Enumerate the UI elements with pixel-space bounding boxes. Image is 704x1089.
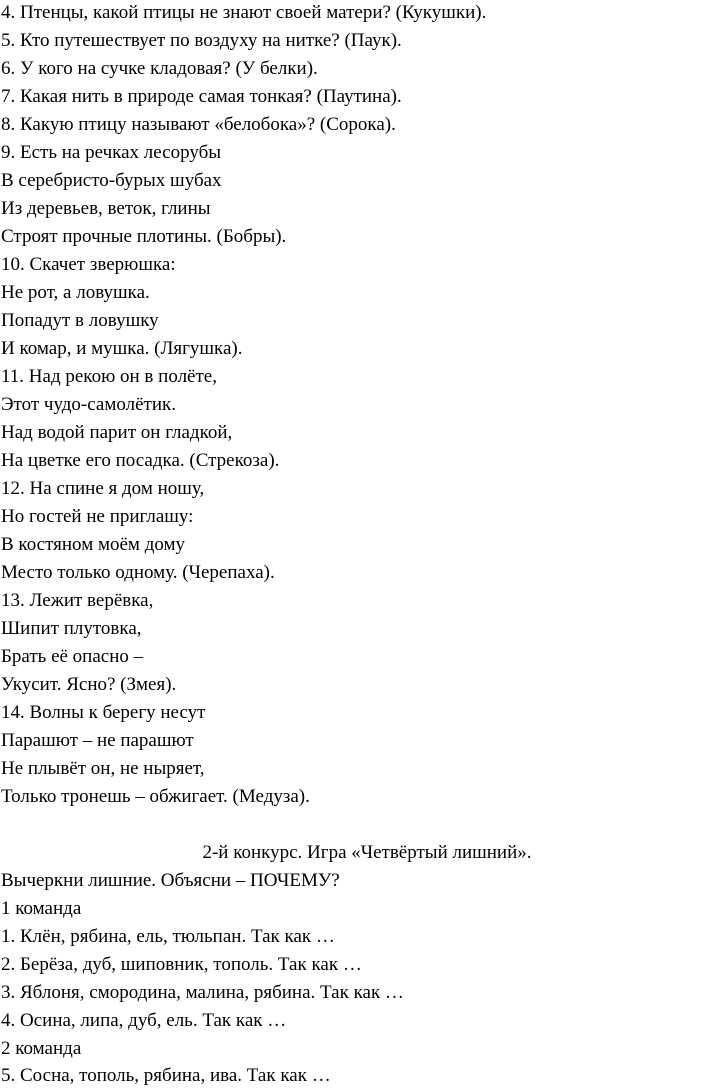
riddle-10-line-4: И комар, и мушка. (Лягушка). [1, 338, 243, 359]
riddle-9-line-3: Из деревьев, веток, глины [1, 198, 211, 219]
riddle-8: 8. Какую птицу называют «белобока»? (Сорока). [1, 114, 396, 135]
riddle-10-line-2: Не рот, а ловушка. [1, 282, 150, 303]
riddle-13-line-2: Шипит плутовка, [1, 618, 142, 639]
riddle-11-line-2: Этот чудо-самолётик. [1, 394, 176, 415]
task-2: 2. Берёза, дуб, шиповник, тополь. Так как … [1, 954, 362, 975]
riddle-12-line-4: Место только одному. (Черепаха). [1, 562, 275, 583]
riddle-14-line-1: 14. Волны к берегу несут [1, 702, 206, 723]
riddle-13-line-1: 13. Лежит верёвка, [1, 590, 154, 611]
riddle-9-line-1: 9. Есть на речках лесорубы [1, 142, 222, 163]
riddle-4: 4. Птенцы, какой птицы не знают своей матери? (Кукушки). [1, 2, 487, 23]
riddle-11-line-3: Над водой парит он гладкой, [1, 422, 233, 443]
contest-instruction: Вычеркни лишние. Объясни – ПОЧЕМУ? [1, 870, 340, 891]
riddle-13-line-3: Брать её опасно – [1, 646, 144, 667]
riddle-9-line-4: Строят прочные плотины. (Бобры). [1, 226, 287, 247]
riddle-13-line-4: Укусит. Ясно? (Змея). [1, 674, 177, 695]
riddle-6: 6. У кого на сучке кладовая? (У белки). [1, 58, 318, 79]
riddle-10-line-1: 10. Скачет зверюшка: [1, 254, 176, 275]
riddle-11-line-4: На цветке его посадка. (Стрекоза). [1, 450, 280, 471]
riddle-7: 7. Какая нить в природе самая тонкая? (Паутина). [1, 86, 402, 107]
riddle-12-line-1: 12. На спине я дом ношу, [1, 478, 205, 499]
task-3: 3. Яблоня, смородина, малина, рябина. Так как … [1, 982, 404, 1003]
riddle-12-line-2: Но гостей не приглашу: [1, 506, 194, 527]
riddle-5: 5. Кто путешествует по воздуху на нитке? (Паук). [1, 30, 402, 51]
riddle-12-line-3: В костяном моём дому [1, 534, 186, 555]
riddle-14-line-3: Не плывёт он, не ныряет, [1, 758, 205, 779]
team-2-label: 2 команда [1, 1038, 82, 1059]
riddle-14-line-2: Парашют – не парашют [1, 730, 194, 751]
task-1: 1. Клён, рябина, ель, тюльпан. Так как … [1, 926, 335, 947]
riddle-11-line-1: 11. Над рекою он в полёте, [1, 366, 217, 387]
riddle-9-line-2: В серебристо-бурых шубах [1, 170, 222, 191]
task-5: 5. Сосна, тополь, рябина, ива. Так как … [1, 1065, 331, 1086]
contest-heading: 2-й конкурс. Игра «Четвёртый лишний». [202, 842, 532, 863]
riddle-14-line-4: Только тронешь – обжигает. (Медуза). [1, 786, 310, 807]
team-1-label: 1 команда [1, 898, 82, 919]
riddle-10-line-3: Попадут в ловушку [1, 310, 159, 331]
task-4: 4. Осина, липа, дуб, ель. Так как … [1, 1010, 287, 1031]
